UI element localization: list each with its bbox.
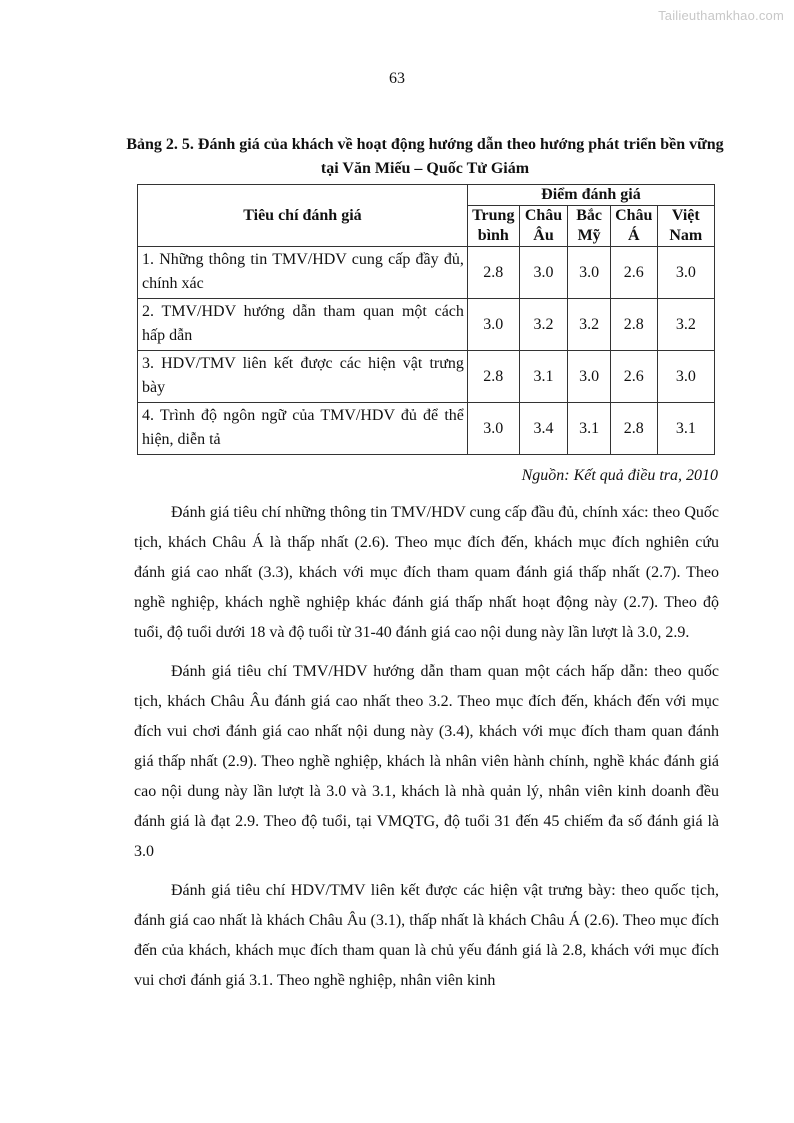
column-header: Trung bình [467,206,519,247]
value-cell: 3.0 [568,351,611,403]
criterion-cell: 1. Những thông tin TMV/HDV cung cấp đầy đủ, chính xác [138,247,468,299]
table-row [138,351,715,403]
value-cell: 2.8 [610,299,657,351]
criterion-cell: 2. TMV/HDV hướng dẫn tham quan một cách hấp dẫn [138,299,468,351]
value-cell: 2.6 [610,247,657,299]
column-header: Châu Á [610,206,657,247]
body-text [134,498,719,1005]
value-cell: 3.2 [519,299,568,351]
value-cell: 3.1 [657,403,714,455]
value-cell: 3.0 [568,247,611,299]
value-cell: 3.0 [519,247,568,299]
table-row [138,299,715,351]
value-cell: 3.2 [568,299,611,351]
value-cell: 3.0 [467,403,519,455]
value-cell: 3.0 [657,247,714,299]
criterion-cell: 3. HDV/TMV liên kết được các hiện vật trưng bày [138,351,468,403]
value-cell: 3.1 [519,351,568,403]
value-cell: 3.4 [519,403,568,455]
paragraph: Đánh giá tiêu chí những thông tin TMV/HDV cung cấp đầu đủ, chính xác: theo Quốc tịch, khách Châu Á là thấp nhất (2.6). Theo mục đích đến, khách mục đích nghiên cứu đánh giá cao nhất (3.3), khách với mục đích tham quam đánh giá thấp nhất (2.7). Theo nghề nghiệp, khách nghề nghiệp khác đánh giá thấp nhất hoạt động này (2.7). Theo độ tuổi, độ tuổi dưới 18 và độ tuổi từ 31-40 đánh giá cao nội dung này lần lượt là 3.0, 2.9. [134,504,719,641]
column-header: Châu Âu [519,206,568,247]
page-number: 63 [389,70,405,87]
criterion-cell: 4. Trình độ ngôn ngữ của TMV/HDV đủ để thể hiện, diễn tả [138,403,468,455]
paragraph: Đánh giá tiêu chí HDV/TMV liên kết được các hiện vật trưng bày: theo quốc tịch, đánh giá cao nhất là khách Châu Âu (3.1), thấp nhất là khách Châu Á (2.6). Theo mục đích đến của khách, khách mục đích tham quan là chủ yếu đánh giá là 2.8, khách với mục đích vui chơi đánh giá 3.1. Theo nghề nghiệp, nhân viên kinh [134,882,719,989]
value-cell: 3.2 [657,299,714,351]
value-cell: 2.8 [467,247,519,299]
column-header: Việt Nam [657,206,714,247]
criteria-header: Tiêu chí đánh giá [138,185,468,247]
watermark: Tailieuthamkhao.com [658,8,784,23]
table-caption: Bảng 2. 5. Đánh giá của khách về hoạt động hướng dẫn theo hướng phát triển bền vững tại Văn Miếu – Quốc Tử Giám [126,136,724,177]
table-row [138,247,715,299]
value-cell: 3.0 [657,351,714,403]
value-cell: 2.6 [610,351,657,403]
table-row [138,403,715,455]
value-cell: 2.8 [610,403,657,455]
value-cell: 3.1 [568,403,611,455]
score-header: Điểm đánh giá [467,185,714,206]
column-header: Bắc Mỹ [568,206,611,247]
evaluation-table [137,184,715,455]
value-cell: 3.0 [467,299,519,351]
value-cell: 2.8 [467,351,519,403]
paragraph: Đánh giá tiêu chí TMV/HDV hướng dẫn tham quan một cách hấp dẫn: theo quốc tịch, khách Châu Âu đánh giá cao nhất theo 3.2. Theo mục đích đến, khách đến với mục đích vui chơi đánh giá cao nhất nội dung này (3.4), khách với mục đích tham quan đánh giá thấp nhất (2.9). Theo nghề nghiệp, khách là nhân viên hành chính, nghề khác đánh giá cao nội dung này lần lượt là 3.0 và 3.1, khách là nhà quản lý, nhân viên kinh doanh đều đánh giá là đạt 2.9. Theo độ tuổi, tại VMQTG, độ tuổi 31 đến 45 chiếm đa số đánh giá là 3.0 [134,663,719,860]
source-note: Nguồn: Kết quả điều tra, 2010 [521,467,718,484]
